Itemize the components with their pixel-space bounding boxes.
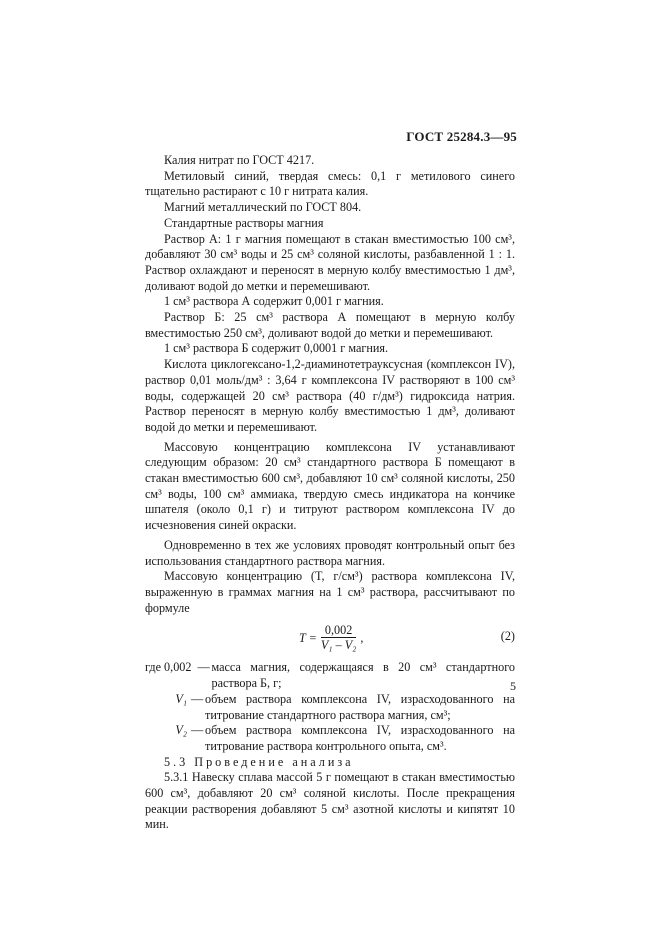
paragraph: 5.3.1 Навеску сплава массой 5 г помещают в стакан вместимостью 600 см³, добавляют 20 см³ соляной кислоты. После прекращения реакции растворения добавляют 5 см³ азотной кислоты и кипятят 10 мин. [145,770,515,832]
paragraph: Массовую концентрацию комплексона IV устанавливают следующим образом: 20 см³ стандартного раствора Б помещают в стакан вместимостью 600 см³, добавляют 10 см³ соляной кислоты, 250 см³ воды, 100 см³ аммиака, твердую смесь индикатора на кончике шпателя (около 0,1 г) и титруют раствором комплексона IV до исчезновения синей окраски. [145,439,515,533]
paragraph: Магний металлический по ГОСТ 804. [164,200,362,215]
formula [145,620,515,658]
definition-dash: — [197,660,210,675]
definition-dash: — [191,723,204,738]
formula-lhs: T = [299,630,317,645]
paragraph: Стандартные растворы магния [164,215,324,230]
definition-row [145,660,515,691]
paragraph: Раствор А: 1 г магния помещают в стакан вместимостью 100 см³, добавляют 30 см³ воды и 25 см³ соляной кислоты, разбавленной 1 : 1. Раствор охлаждают и переносят в мерную колбу вместимостью 1 дм³, доливают водой до метки и перемешивают. [145,231,515,293]
definition-symbol: где 0,002 [145,660,192,675]
formula-numerator: 0,002 [321,624,356,638]
definition-symbol: V₂ [175,723,187,738]
paragraph: Кислота циклогексано-1,2-диаминотетрауксусная (комплексон IV), раствор 0,01 моль/дм³ : 3,64 г комплексона IV растворяют в 100 см³ воды, содержащей 20 см³ раствора (40 г/дм³) гидроксида натрия. Раствор переносят в мерную колбу вместимостью 1 дм³, доливают водой до метки и перемешивают. [145,357,515,434]
page-number: 5 [510,679,516,693]
formula-denominator: V₁ – V₂ [320,638,357,653]
paragraph: 1 см³ раствора А содержит 0,001 г магния. [164,294,384,309]
formula-body [299,624,363,652]
paragraph: Одновременно в тех же условиях проводят контрольный опыт без использования стандартного раствора магния. [145,537,515,568]
paragraph: Калия нитрат по ГОСТ 4217. [164,153,315,167]
definitions [145,660,515,754]
definition-text: объем раствора комплексона IV, израсходованного на титрование раствора контрольного опыта, см³. [205,723,515,753]
definition-text: масса магния, содержащаяся в 20 см³ стандартного раствора Б, г; [211,660,515,691]
section-heading: 5.3 Проведение анализа [164,754,354,769]
definition-text: объем раствора комплексона IV, израсходованного на титрование стандартного раствора магния, см³; [205,691,515,722]
body-text [145,153,515,833]
paragraph: Метиловый синий, твердая смесь: 0,1 г метилового синего тщательно растирают с 10 г нитрата калия. [145,168,515,199]
definition-dash: — [191,691,204,706]
definition-symbol: V₁ [175,691,187,706]
paragraph: 1 см³ раствора Б содержит 0,0001 г магния. [164,341,389,356]
definition-row [145,692,515,723]
formula-fraction [321,624,357,652]
formula-number: (2) [500,629,515,644]
formula-tail: , [360,630,364,645]
paragraph: Раствор Б: 25 см³ раствора А помещают в мерную колбу вместимостью 250 см³, доливают водой до метки и перемешивают. [145,310,515,340]
definition-row [145,723,515,754]
document-header: ГОСТ 25284.3—95 [406,129,517,144]
paragraph: Массовую концентрацию (T, г/см³) раствора комплексона IV, выраженную в граммах магния на 1 см³ раствора, рассчитывают по формуле [145,569,515,615]
